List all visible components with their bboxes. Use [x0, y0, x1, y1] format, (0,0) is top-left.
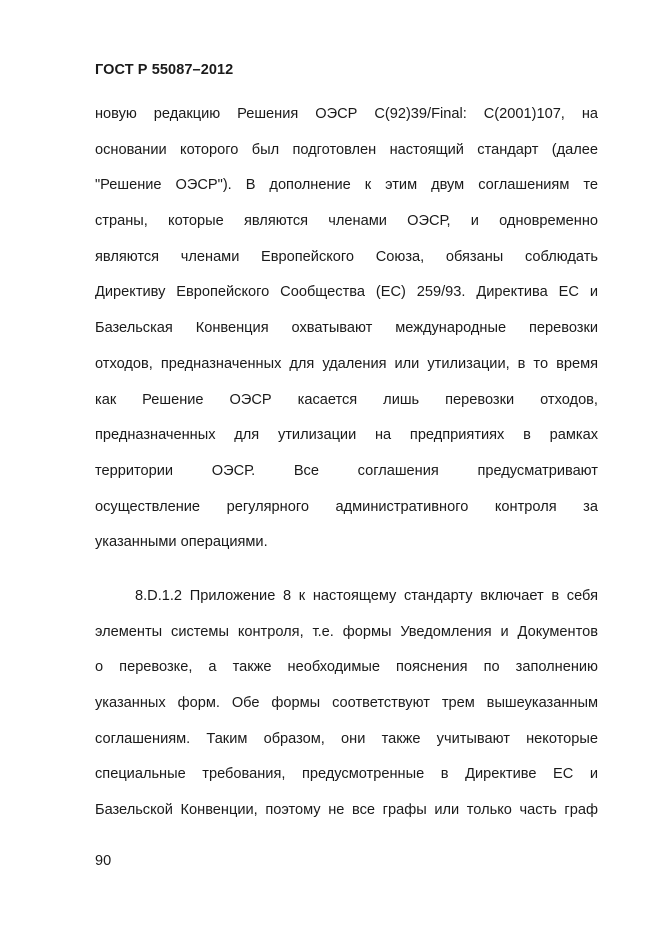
document-code-header: ГОСТ Р 55087–2012 — [95, 62, 234, 78]
paragraph-line: Базельская Конвенция охватывают международные перевозки — [95, 320, 598, 337]
paragraph-line: основании которого был подготовлен настоящий стандарт (далее — [95, 141, 598, 158]
paragraph-line: о перевозке, а также необходимые пояснения по заполнению — [95, 659, 598, 676]
paragraph-line: осуществление регулярного административного контроля за — [95, 498, 598, 515]
paragraph-section-8-d-1-2 — [95, 579, 598, 829]
paragraph-line: соглашениям. Таким образом, они также учитывают некоторые — [95, 730, 598, 747]
paragraph-line: элементы системы контроля, т.е. формы Уведомления и Документов — [95, 623, 598, 640]
paragraph-line: новую редакцию Решения ОЭСР С(92)39/Final: С(2001)107, на — [95, 106, 598, 122]
paragraph-line: являются членами Европейского Союза, обязаны соблюдать — [95, 248, 598, 265]
paragraph-line: отходов, предназначенных для удаления или утилизации, в то время — [95, 355, 598, 372]
paragraph-line: Базельской Конвенции, поэтому не все графы или только часть граф — [95, 802, 598, 819]
paragraph-line: указанных форм. Обе формы соответствуют трем вышеуказанным — [95, 695, 598, 712]
paragraph-line: предназначенных для утилизации на предприятиях в рамках — [95, 427, 598, 444]
paragraph-line: указанными операциями. — [95, 534, 268, 551]
paragraph-line: страны, которые являются членами ОЭСР, и одновременно — [95, 213, 598, 230]
paragraph-continuation — [95, 97, 598, 561]
paragraph-line: специальные требования, предусмотренные в Директиве ЕС и — [95, 766, 598, 783]
paragraph-line: "Решение ОЭСР"). В дополнение к этим двум соглашениям те — [95, 177, 598, 194]
page-number: 90 — [95, 853, 112, 869]
paragraph-line: территории ОЭСР. Все соглашения предусматривают — [95, 462, 598, 479]
paragraph-line: как Решение ОЭСР касается лишь перевозки отходов, — [95, 391, 598, 408]
paragraph-line: 8.D.1.2 Приложение 8 к настоящему стандарту включает в себя — [135, 588, 598, 604]
paragraph-line: Директиву Европейского Сообщества (ЕС) 259/93. Директива ЕС и — [95, 284, 598, 301]
